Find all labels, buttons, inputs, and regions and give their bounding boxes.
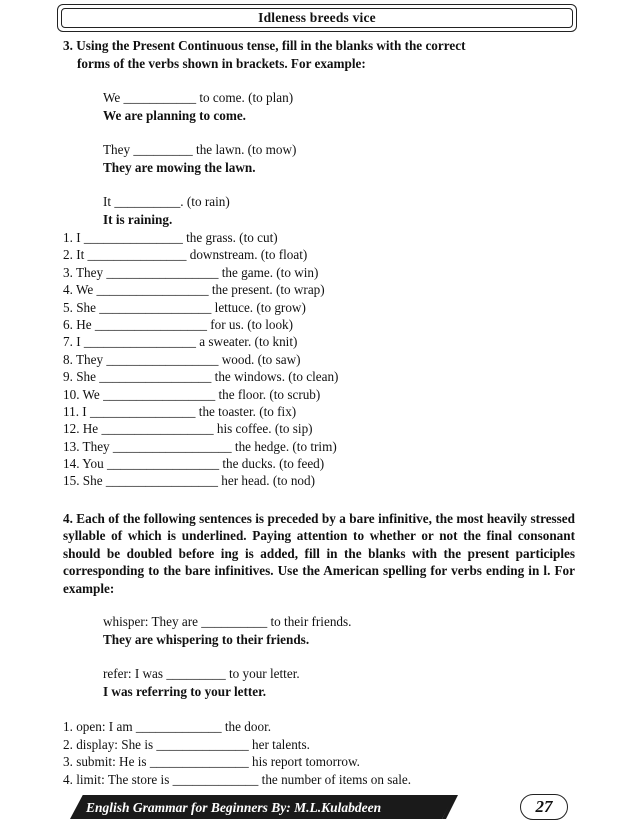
section3-example-1 [63, 89, 575, 125]
exercise-item: 3. They _________________ the game. (to win) [63, 264, 319, 280]
page-number: 27 [535, 797, 553, 816]
footer-credit: English Grammar for Beginners By: M.L.Kulabdeen [86, 800, 382, 815]
page-content [63, 37, 575, 788]
exercise-item: 10. We _________________ the floor. (to scrub) [63, 386, 321, 402]
example-answer: We are planning to come. [103, 108, 246, 123]
section3-instruction-line1: 3. Using the Present Continuous tense, fill in the blanks with the correct [63, 38, 466, 53]
exercise-item: 6. He _________________ for us. (to look) [63, 316, 294, 332]
footer-stripes-decoration [420, 795, 470, 819]
exercise-item: 11. I ________________ the toaster. (to fix) [63, 403, 297, 419]
exercise-item: 9. She _________________ the windows. (to clean) [63, 369, 339, 385]
section3-example-2 [63, 141, 575, 177]
section4-example-1 [63, 613, 575, 649]
exercise-item: 4. We _________________ the present. (to wrap) [63, 282, 325, 298]
section4-exercise-list [63, 718, 575, 788]
example-answer: They are whispering to their friends. [103, 632, 310, 648]
exercise-item: 1. I _______________ the grass. (to cut) [63, 230, 278, 245]
page-title: Idleness breeds vice [258, 10, 376, 25]
exercise-item: 8. They _________________ wood. (to saw) [63, 351, 301, 367]
section3-exercise-list [63, 229, 575, 490]
example-question: It __________. (to rain) [103, 194, 230, 209]
exercise-item: 2. It _______________ downstream. (to float) [63, 247, 308, 263]
example-answer: They are mowing the lawn. [103, 160, 256, 175]
section3-instruction-line2: forms of the verbs shown in brackets. For example: [77, 55, 366, 71]
section3-instruction [63, 37, 575, 72]
exercise-item: 1. open: I am _____________ the door. [63, 719, 272, 735]
example-question: refer: I was _________ to your letter. [103, 666, 300, 682]
section4-instruction: 4. Each of the following sentences is preceded by a bare infinitive, the most heavily stressed syllable of which is underlined. Paying attention to whether or not the final consonant should be doubled before ing is added, fill in the blanks with the present participles corresponding to the bare infinitives. Use the American spelling for verbs ending in l. For example: [63, 510, 575, 596]
header-frame [57, 4, 577, 32]
example-answer: I was referring to your letter. [103, 684, 267, 700]
exercise-item: 15. She _________________ her head. (to nod) [63, 473, 315, 489]
example-question: whisper: They are __________ to their friends. [103, 614, 352, 630]
exercise-item: 2. display: She is ______________ her talents. [63, 736, 310, 752]
page-number-badge [520, 794, 568, 820]
exercise-item: 3. submit: He is _______________ his report tomorrow. [63, 754, 360, 770]
exercise-item: 14. You _________________ the ducks. (to feed) [63, 456, 325, 472]
section4-example-2 [63, 665, 575, 701]
example-question: We ___________ to come. (to plan) [103, 90, 294, 105]
exercise-item: 12. He _________________ his coffee. (to sip) [63, 421, 313, 437]
exercise-item: 7. I _________________ a sweater. (to knit) [63, 334, 298, 350]
example-answer: It is raining. [103, 212, 173, 227]
exercise-item: 4. limit: The store is _____________ the number of items on sale. [63, 771, 412, 787]
section3-example-3 [63, 193, 575, 229]
example-question: They _________ the lawn. (to mow) [103, 142, 297, 157]
exercise-item: 13. They __________________ the hedge. (to trim) [63, 438, 337, 454]
header-inner-border [61, 8, 573, 28]
exercise-item: 5. She _________________ lettuce. (to grow) [63, 299, 306, 315]
